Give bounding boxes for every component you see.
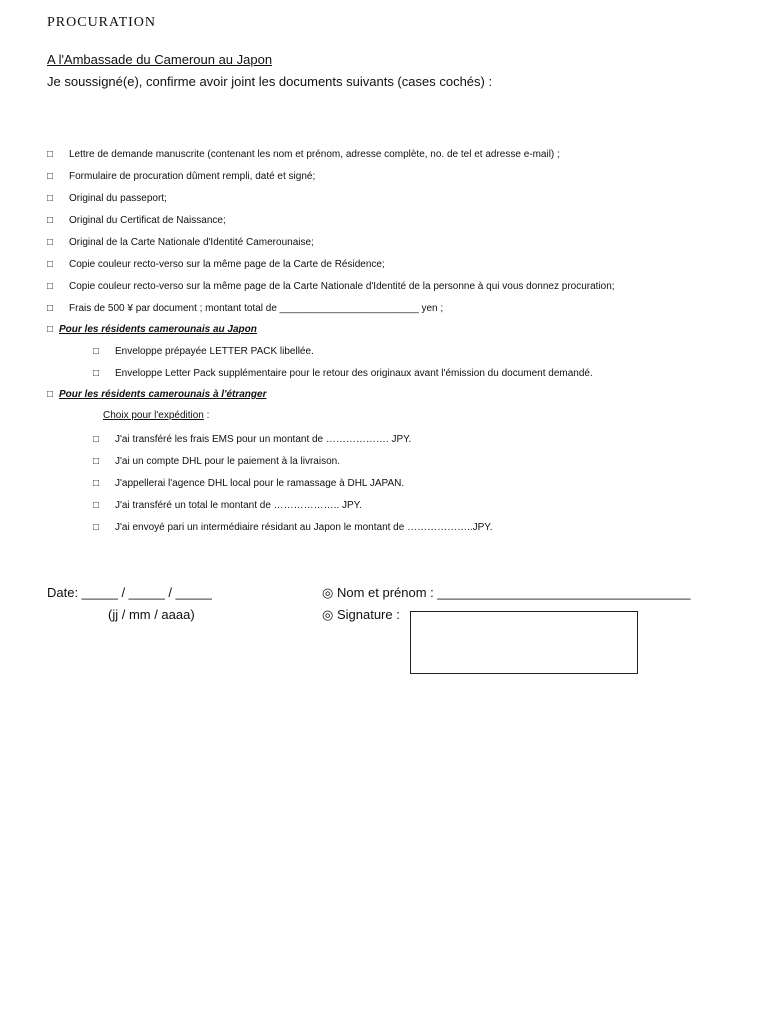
checkbox-icon[interactable]: □ [93,522,100,533]
abroad-item [93,433,411,447]
signature-label: ◎ Signature : [322,607,400,622]
checkbox-icon[interactable]: □ [47,281,54,292]
section-heading-residents-abroad [47,388,266,402]
japan-item-label: Enveloppe Letter Pack supplémentaire pour le retour des originaux avant l'émission du document demandé. [115,368,593,379]
checkbox-icon[interactable]: □ [47,237,54,248]
page-title: PROCURATION [47,15,157,30]
signature-box[interactable] [410,611,638,674]
checkbox-icon[interactable]: □ [93,478,100,489]
checkbox-icon[interactable]: □ [93,368,100,379]
checkbox-icon[interactable]: □ [47,259,54,270]
document-item [47,148,560,162]
date-field[interactable]: Date: _____ / _____ / _____ [47,585,212,600]
abroad-item-label: J'ai un compte DHL pour le paiement à la livraison. [115,456,340,467]
abroad-item [93,521,492,535]
name-field[interactable]: ◎ Nom et prénom : ___________________________________ [322,585,691,600]
document-item [47,214,226,228]
document-item [47,280,615,294]
japan-item-label: Enveloppe prépayée LETTER PACK libellée. [115,346,314,357]
checkbox-icon[interactable]: □ [47,215,54,226]
section-heading-label: Pour les résidents camerounais au Japon [59,324,257,335]
abroad-item [93,499,362,513]
intro-statement: Je soussigné(e), confirme avoir joint les documents suivants (cases cochés) : [47,74,493,89]
checkbox-icon[interactable]: □ [47,389,54,400]
document-item [47,258,385,272]
japan-item [93,345,314,359]
date-format-hint: (jj / mm / aaaa) [108,607,195,622]
japan-item [93,367,593,381]
abroad-item-label: J'ai transféré les frais EMS pour un montant de ………………. JPY. [115,434,412,445]
checkbox-icon[interactable]: □ [47,171,54,182]
document-item-label: Copie couleur recto-verso sur la même page de la Carte Nationale d'Identité de la personne à qui vous donnez procuration; [69,281,615,292]
document-item-label: Copie couleur recto-verso sur la même page de la Carte de Résidence; [69,259,385,270]
document-item-label: Frais de 500 ¥ par document ; montant total de _________________________ yen ; [69,303,444,314]
addressee: A l'Ambassade du Cameroun au Japon [47,52,273,67]
checkbox-icon[interactable]: □ [47,193,54,204]
abroad-item [93,477,404,491]
checkbox-icon[interactable]: □ [93,346,100,357]
shipping-choice-heading [103,410,209,421]
checkbox-icon[interactable]: □ [93,456,100,467]
document-item [47,302,443,316]
document-item-label: Formulaire de procuration dûment rempli, daté et signé; [69,171,316,182]
checkbox-icon[interactable]: □ [93,500,100,511]
document-item [47,192,167,206]
document-item [47,170,315,184]
abroad-item-label: J'ai transféré un total le montant de ……………….. JPY. [115,500,362,511]
section-heading-residents-japan [47,323,257,337]
document-item-label: Lettre de demande manuscrite (contenant les nom et prénom, adresse complète, no. de tel et adresse e-mail) ; [69,149,560,160]
shipping-choice-suffix: : [203,410,210,421]
document-item-label: Original du Certificat de Naissance; [69,215,226,226]
checkbox-icon[interactable]: □ [47,303,54,314]
checkbox-icon[interactable]: □ [47,149,54,160]
abroad-item [93,455,340,469]
abroad-item-label: J'appellerai l'agence DHL local pour le ramassage à DHL JAPAN. [115,478,405,489]
abroad-item-label: J'ai envoyé pari un intermédiaire résidant au Japon le montant de ………………..JPY. [115,522,493,533]
document-item-label: Original de la Carte Nationale d'Identité Camerounaise; [69,237,314,248]
shipping-choice-label: Choix pour l'expédition [103,410,204,421]
checkbox-icon[interactable]: □ [47,324,54,335]
document-item [47,236,314,250]
section-heading-label: Pour les résidents camerounais à l'étranger [59,389,267,400]
checkbox-icon[interactable]: □ [93,434,100,445]
document-item-label: Original du passeport; [69,193,167,204]
